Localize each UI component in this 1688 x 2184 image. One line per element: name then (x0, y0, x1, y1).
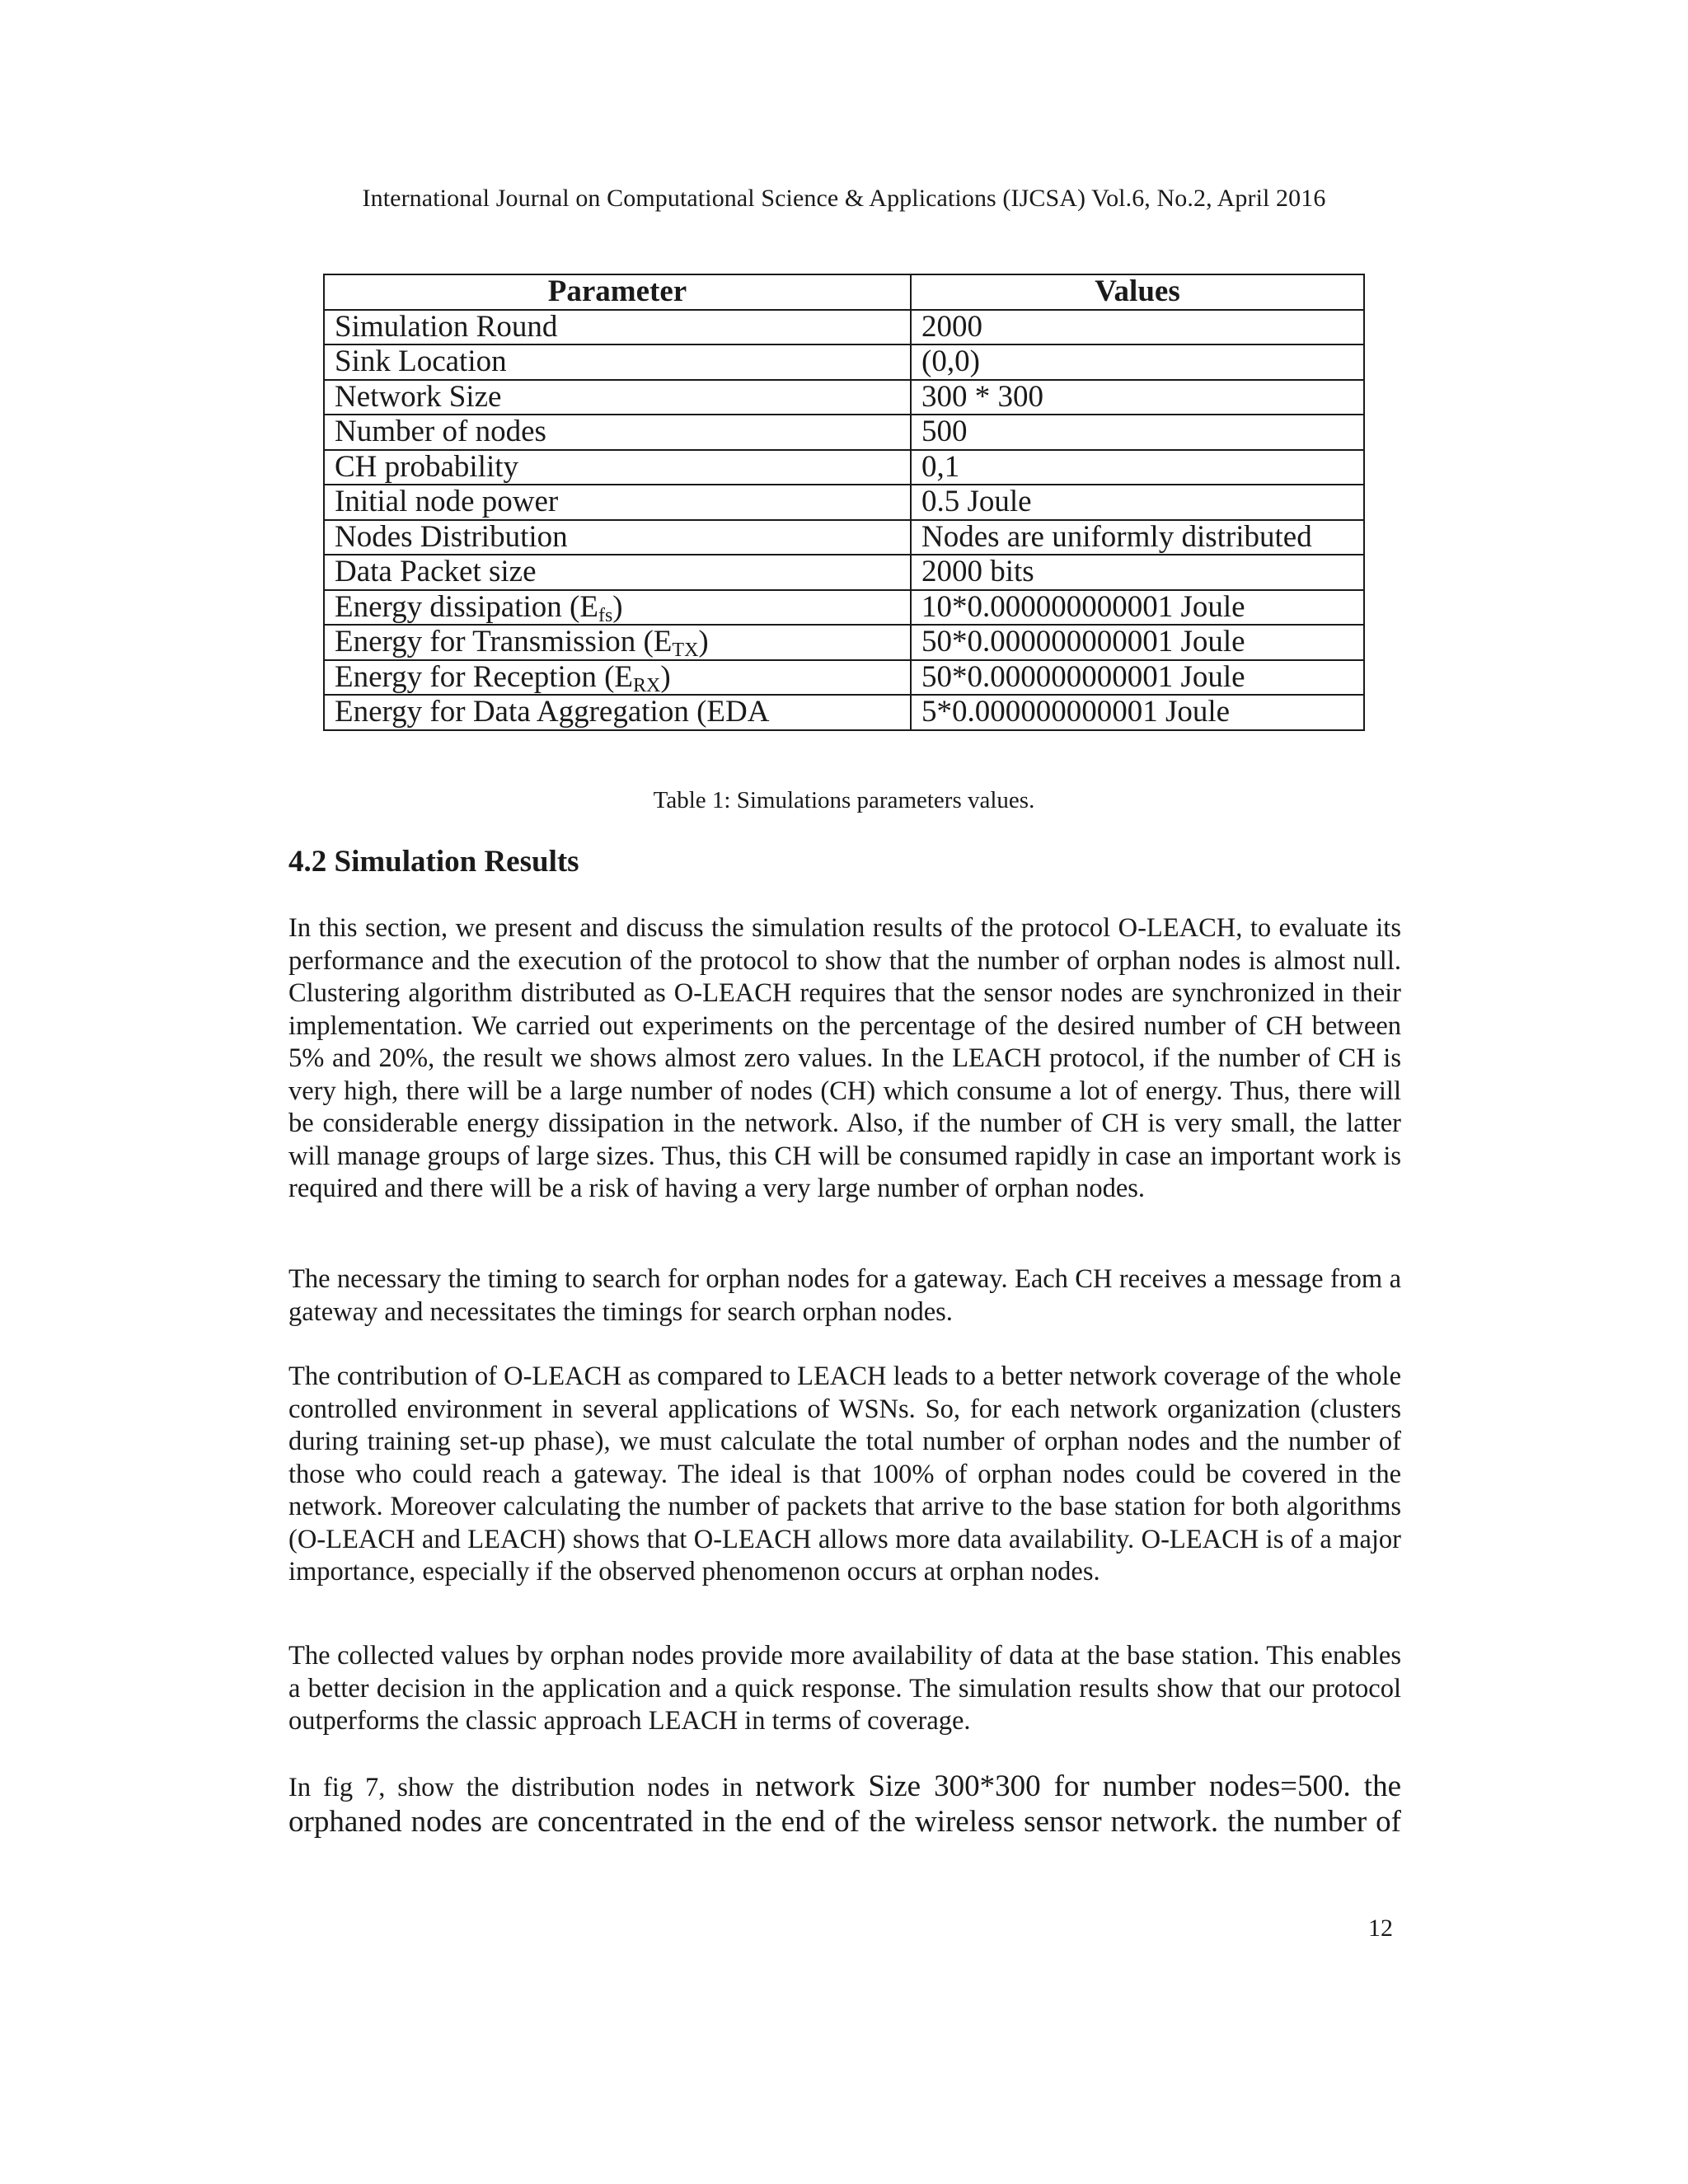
param-close: ) (612, 589, 623, 624)
column-header-values: Values (911, 274, 1364, 310)
table-caption: Table 1: Simulations parameters values. (653, 787, 1035, 813)
param-text: Energy for Reception (E (335, 659, 633, 694)
param-close: ) (660, 659, 671, 694)
param-cell: Simulation Round (324, 310, 911, 345)
param-subscript: RX (633, 674, 661, 695)
value-cell: 50*0.000000000001 Joule (911, 625, 1364, 660)
param-cell: CH probability (324, 450, 911, 485)
table-row (324, 485, 1364, 520)
param-cell: Network Size (324, 380, 911, 415)
body-paragraph: The contribution of O-LEACH as compared to LEACH leads to a better network coverage of the whole controlled environment in several applications of WSNs. So, for each network organization (clusters during training set-up phase), we must calculate the total number of orphan nodes and the number of those who could reach a gateway. The ideal is that 100% of orphan nodes could be covered in the network. Moreover calculating the number of packets that arrive to the base station for both algorithms (O-LEACH and LEACH) shows that O-LEACH allows more data availability. O-LEACH is of a major importance, especially if the observed phenomenon occurs at orphan nodes. (288, 1361, 1401, 1586)
param-cell (324, 590, 911, 626)
value-cell: (0,0) (911, 344, 1364, 380)
last-paragraph-part1: In fig 7, show the distribution nodes in (288, 1773, 756, 1802)
table-row (324, 555, 1364, 590)
last-paragraph-part3: orphaned nodes are concentrated in the end of the wireless sensor network. the number of (288, 1805, 1401, 1839)
param-cell: Energy for Data Aggregation (EDA (324, 695, 911, 730)
body-paragraph: In this section, we present and discuss the simulation results of the protocol O-LEACH, to evaluate its performance and the execution of the protocol to show that the number of orphan nodes is almost null. Clustering algorithm distributed as O-LEACH requires that the sensor nodes are synchronized in their implementation. We carried out experiments on the percentage of the desired number of CH between 5% and 20%, the result we shows almost zero values. In the LEACH protocol, if the number of CH is very high, there will be a large number of nodes (CH) which consume a lot of energy. Thus, there will be considerable energy dissipation in the network. Also, if the number of CH is very small, the latter will manage groups of large sizes. Thus, this CH will be consumed rapidly in case an important work is required and there will be a risk of having a very large number of orphan nodes. (288, 913, 1401, 1203)
param-subscript: TX (672, 640, 699, 660)
value-cell: 2000 (911, 310, 1364, 345)
section-heading: 4.2 Simulation Results (288, 845, 579, 879)
table-row (324, 450, 1364, 485)
param-close: ) (698, 625, 709, 659)
body-paragraph-last (288, 1769, 1401, 1840)
value-cell: 2000 bits (911, 555, 1364, 590)
param-cell: Number of nodes (324, 415, 911, 450)
value-cell: 0,1 (911, 450, 1364, 485)
param-text: Energy for Transmission (E (335, 625, 673, 659)
value-cell: 500 (911, 415, 1364, 450)
body-paragraph: The necessary the timing to search for orphan nodes for a gateway. Each CH receives a message from a gateway and necessitates the timings for search orphan nodes. (288, 1264, 1401, 1327)
value-cell: Nodes are uniformly distributed (911, 520, 1364, 555)
running-header: International Journal on Computational Science & Applications (IJCSA) Vol.6, No.2, April 2016 (362, 185, 1326, 212)
value-cell: 10*0.000000000001 Joule (911, 590, 1364, 626)
value-cell: 0.5 Joule (911, 485, 1364, 520)
table-row (324, 590, 1364, 626)
value-cell: 300 * 300 (911, 380, 1364, 415)
parameters-table (323, 274, 1365, 731)
param-cell: Nodes Distribution (324, 520, 911, 555)
table-row (324, 310, 1364, 345)
table-header-row (324, 274, 1364, 310)
last-paragraph-part2: network Size 300*300 for number nodes=500. the (755, 1769, 1401, 1803)
table-row (324, 415, 1364, 450)
param-cell: Data Packet size (324, 555, 911, 590)
table-row (324, 380, 1364, 415)
param-cell (324, 660, 911, 696)
param-subscript: fs (598, 604, 613, 625)
table-row (324, 625, 1364, 660)
table-row (324, 520, 1364, 555)
value-cell: 5*0.000000000001 Joule (911, 695, 1364, 730)
body-paragraph: The collected values by orphan nodes provide more availability of data at the base station. This enables a better decision in the application and a quick response. The simulation results show that our protocol outperforms the classic approach LEACH in terms of coverage. (288, 1641, 1401, 1736)
value-cell: 50*0.000000000001 Joule (911, 660, 1364, 696)
page-number: 12 (1368, 1915, 1393, 1942)
param-cell (324, 625, 911, 660)
param-cell: Initial node power (324, 485, 911, 520)
param-text: Energy dissipation (E (335, 589, 598, 624)
table-row (324, 344, 1364, 380)
param-cell: Sink Location (324, 344, 911, 380)
column-header-parameter: Parameter (324, 274, 911, 310)
table-row (324, 695, 1364, 730)
table-row (324, 660, 1364, 696)
